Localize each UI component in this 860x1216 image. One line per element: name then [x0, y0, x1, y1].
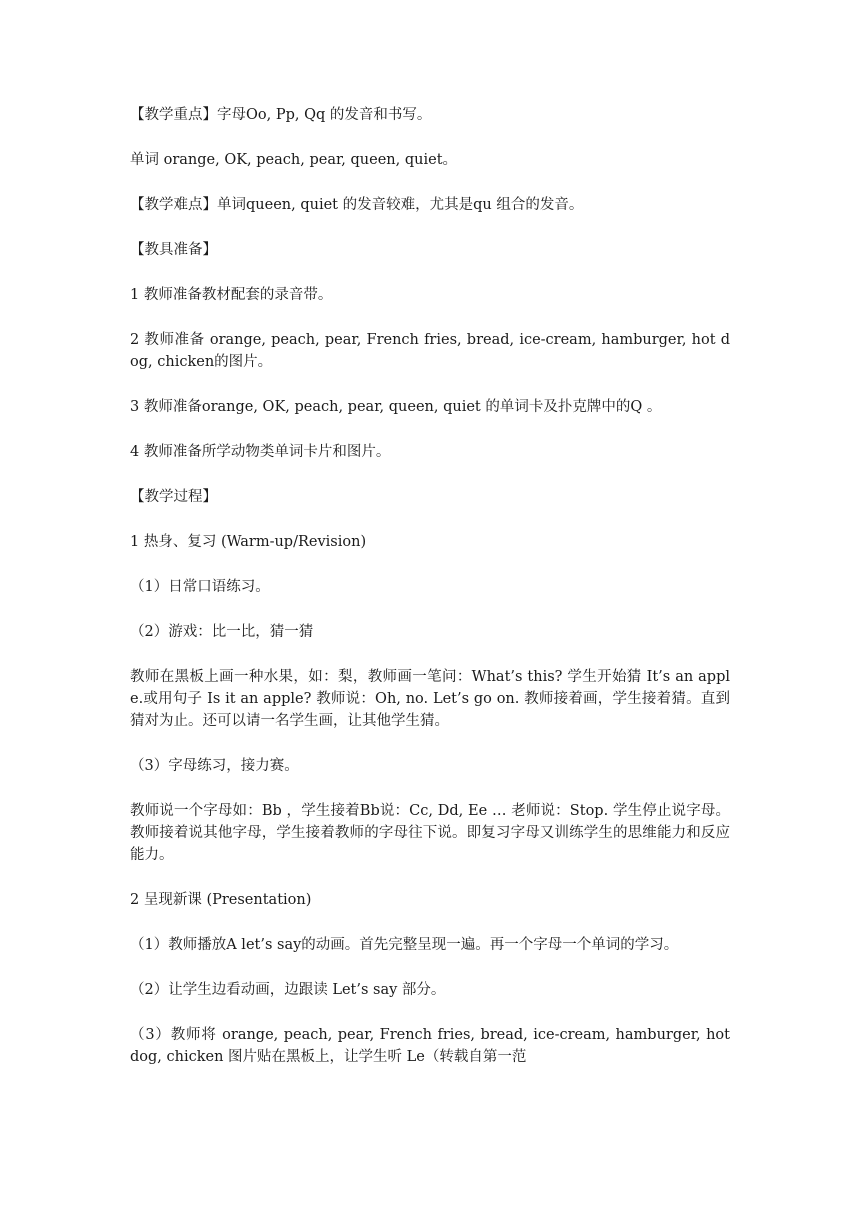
paragraph-aid-1: 1 教师准备教材配套的录音带。	[130, 287, 333, 303]
paragraph-aid-4: 4 教师准备所学动物类单词卡片和图片。	[130, 444, 391, 460]
heading-warm-up: 1 热身、复习 (Warm-up/Revision)	[130, 534, 367, 550]
heading-teaching-aids: 【教具准备】	[130, 242, 217, 258]
paragraph-teaching-focus: 【教学重点】字母Oo, Pp, Qq 的发音和书写。	[130, 107, 432, 123]
paragraph-guessing-game: 教师在黑板上画一种水果，如：梨，教师画一笔问：What’s this? 学生开始猜 It’s an apple.或用句子 Is it an apple? 教师说：Oh, no. Let’s go on. 教师接着画，学生接着猜。直到猜对为止。还可以请一名学生画，让其他学生猜。	[130, 669, 730, 729]
paragraph-step-1-1: （1）日常口语练习。	[130, 579, 270, 595]
paragraph-step-1-3: （3）字母练习，接力赛。	[130, 758, 299, 774]
paragraph-vocabulary: 单词 orange, OK, peach, pear, queen, quiet。	[130, 152, 458, 168]
paragraph-step-2-2: （2）让学生边看动画，边跟读 Let’s say 部分。	[130, 982, 446, 998]
paragraph-aid-3: 3 教师准备orange, OK, peach, pear, queen, quiet 的单词卡及扑克牌中的Q 。	[130, 399, 662, 415]
paragraph-letter-relay: 教师说一个字母如：Bb ，学生接着Bb说：Cc, Dd, Ee … 老师说：Stop. 学生停止说字母。教师接着说其他字母，学生接着教师的字母往下说。即复习字母又训练学生的思维能力和反应能力。	[130, 803, 730, 863]
paragraph-aid-2: 2 教师准备 orange, peach, pear, French fries, bread, ice-cream, hamburger, hot dog, chicken的图片。	[130, 332, 730, 370]
document-body	[130, 104, 730, 1091]
paragraph-step-1-2: （2）游戏：比一比，猜一猜	[130, 624, 314, 640]
paragraph-teaching-difficulty: 【教学难点】单词queen, quiet 的发音较难，尤其是qu 组合的发音。	[130, 197, 584, 213]
heading-teaching-process: 【教学过程】	[130, 489, 217, 505]
heading-presentation: 2 呈现新课 (Presentation)	[130, 892, 312, 908]
paragraph-step-2-1: （1）教师播放A let’s say的动画。首先完整呈现一遍。再一个字母一个单词的学习。	[130, 937, 679, 953]
paragraph-step-2-3: （3）教师将 orange, peach, pear, French fries, bread, ice-cream, hamburger, hot dog, chicken 图片贴在黑板上，让学生听 Le（转载自第一范	[130, 1027, 730, 1065]
